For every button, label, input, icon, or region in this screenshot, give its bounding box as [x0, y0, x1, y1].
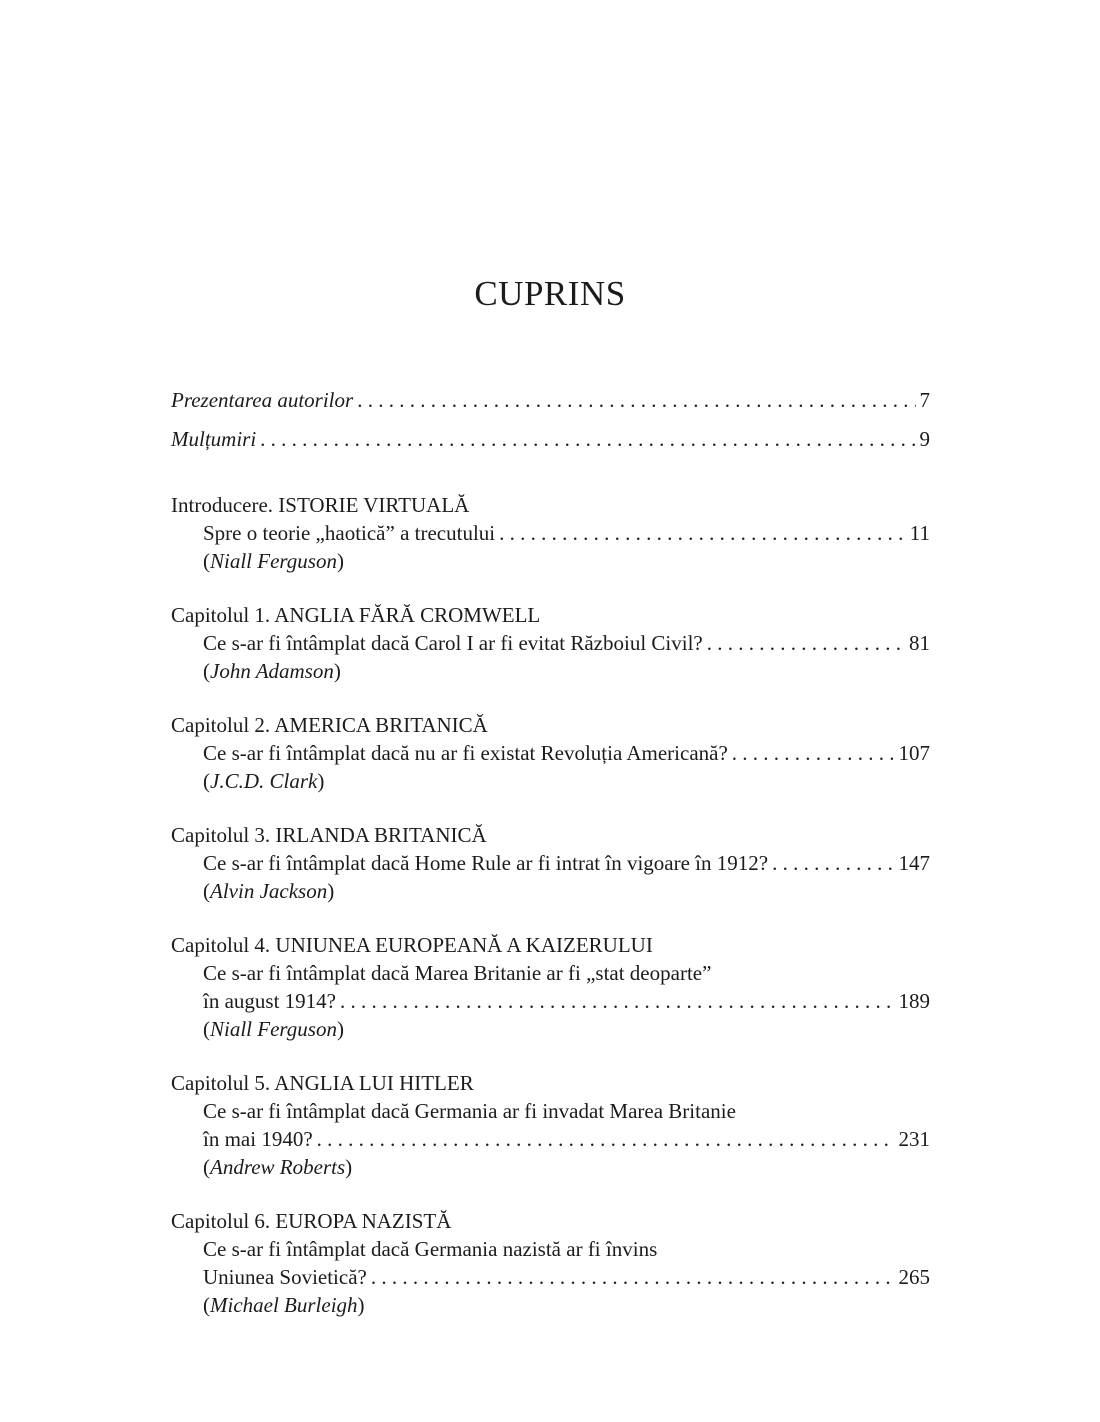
dot-leader: [707, 629, 905, 657]
toc-entry-subtitle: Ce s-ar fi întâmplat dacă Germania nazistă ar fi învins: [203, 1237, 658, 1261]
toc-entry[interactable]: [171, 711, 930, 795]
toc-entry-subtitle: Ce s-ar fi întâmplat dacă nu ar fi existat Revoluția Americană?: [203, 741, 728, 765]
dot-leader: [260, 425, 915, 453]
toc-entry-subtitle: Ce s-ar fi întâmplat dacă Germania ar fi invadat Marea Britanie: [203, 1099, 736, 1123]
toc-front-item[interactable]: [171, 386, 930, 414]
toc-entry-author-line: [171, 657, 930, 685]
toc-entry-subtitle-line: [171, 987, 930, 1015]
toc-page-number: 231: [898, 1127, 930, 1151]
paren-open: (: [203, 879, 210, 903]
toc-entry[interactable]: [171, 601, 930, 685]
paren-open: (: [203, 1293, 210, 1317]
paren-close: ): [345, 1155, 353, 1179]
toc-entry-heading: Capitolul 4. UNIUNEA EUROPEANĂ A KAIZERULUI: [171, 933, 653, 957]
toc-entries: [171, 491, 930, 1319]
paren-close: ): [336, 549, 344, 573]
paren-open: (: [203, 769, 210, 793]
toc-entry-subtitle-line: [171, 849, 930, 877]
toc-entry-author: Michael Burleigh: [210, 1293, 358, 1317]
dot-leader: [732, 739, 895, 767]
paren-close: ): [333, 659, 341, 683]
paren-open: (: [203, 659, 210, 683]
toc-entry-heading: Introducere. ISTORIE VIRTUALĂ: [171, 493, 470, 517]
toc-item-label: Prezentarea autorilor: [171, 388, 354, 412]
dot-leader: [340, 987, 895, 1015]
toc-entry-subtitle: Ce s-ar fi întâmplat dacă Carol I ar fi evitat Războiul Civil?: [203, 631, 703, 655]
toc-entry-author: John Adamson: [210, 659, 334, 683]
toc-entry-author-line: [171, 547, 930, 575]
toc-entry-heading: Capitolul 2. AMERICA BRITANICĂ: [171, 713, 488, 737]
toc-entry-author-line: [171, 877, 930, 905]
toc-entry-author: Niall Ferguson: [210, 1017, 337, 1041]
toc-entry-subtitle-line: [171, 739, 930, 767]
toc-page-number: 7: [919, 388, 930, 412]
toc-page-number: 265: [898, 1265, 930, 1289]
toc-entry-author-line: [171, 1015, 930, 1043]
toc-entry-heading: Capitolul 3. IRLANDA BRITANICĂ: [171, 823, 487, 847]
toc-entry-heading: Capitolul 5. ANGLIA LUI HITLER: [171, 1071, 474, 1095]
dot-leader: [357, 386, 915, 414]
toc-page-number: 9: [919, 427, 930, 451]
paren-close: ): [317, 769, 325, 793]
toc-page-number: 147: [898, 851, 930, 875]
toc-entry-author-line: [171, 1153, 930, 1181]
toc-entry-author: Andrew Roberts: [210, 1155, 346, 1179]
toc-entry-author: Alvin Jackson: [210, 879, 328, 903]
toc-entry-author-line: [171, 1291, 930, 1319]
paren-open: (: [203, 549, 210, 573]
toc-entry-author: Niall Ferguson: [210, 549, 337, 573]
paren-close: ): [336, 1017, 344, 1041]
toc-entry[interactable]: [171, 1207, 930, 1319]
toc-entry[interactable]: [171, 1069, 930, 1181]
dot-leader: [371, 1263, 895, 1291]
toc-entry-heading: Capitolul 6. EUROPA NAZISTĂ: [171, 1209, 452, 1233]
toc-entry[interactable]: [171, 491, 930, 575]
dot-leader: [317, 1125, 895, 1153]
toc-entry-subtitle-line: [171, 1263, 930, 1291]
toc-entry-subtitle: Ce s-ar fi întâmplat dacă Marea Britanie ar fi „stat deoparte”: [203, 961, 712, 985]
toc-page-number: 107: [898, 741, 930, 765]
toc-entry-subtitle: Uniunea Sovietică?: [203, 1265, 367, 1289]
toc-page-number: 189: [898, 989, 930, 1013]
toc-entry-subtitle: Spre o teorie „haotică” a trecutului: [203, 521, 496, 545]
page-title: CUPRINS: [474, 274, 626, 313]
toc-entry-subtitle-line: [171, 519, 930, 547]
dot-leader: [772, 849, 894, 877]
paren-close: ): [327, 879, 335, 903]
toc-entry-subtitle-line: [171, 629, 930, 657]
toc-front-item[interactable]: [171, 425, 930, 453]
toc-entry-subtitle-line: [171, 1125, 930, 1153]
toc-entry-author-line: [171, 767, 930, 795]
toc-entry-subtitle: în august 1914?: [203, 989, 336, 1013]
toc-entry-subtitle: Ce s-ar fi întâmplat dacă Home Rule ar fi intrat în vigoare în 1912?: [203, 851, 769, 875]
dot-leader: [499, 519, 906, 547]
toc-entry-author: J.C.D. Clark: [210, 769, 318, 793]
toc-entry-heading: Capitolul 1. ANGLIA FĂRĂ CROMWELL: [171, 603, 541, 627]
toc-page-number: 81: [909, 631, 930, 655]
toc-entry[interactable]: [171, 931, 930, 1043]
paren-close: ): [357, 1293, 365, 1317]
table-of-contents: [171, 386, 930, 1319]
paren-open: (: [203, 1017, 210, 1041]
paren-open: (: [203, 1155, 210, 1179]
toc-entry-subtitle: în mai 1940?: [203, 1127, 313, 1151]
toc-item-label: Mulțumiri: [171, 427, 257, 451]
toc-entry[interactable]: [171, 821, 930, 905]
toc-page-number: 11: [909, 521, 930, 545]
